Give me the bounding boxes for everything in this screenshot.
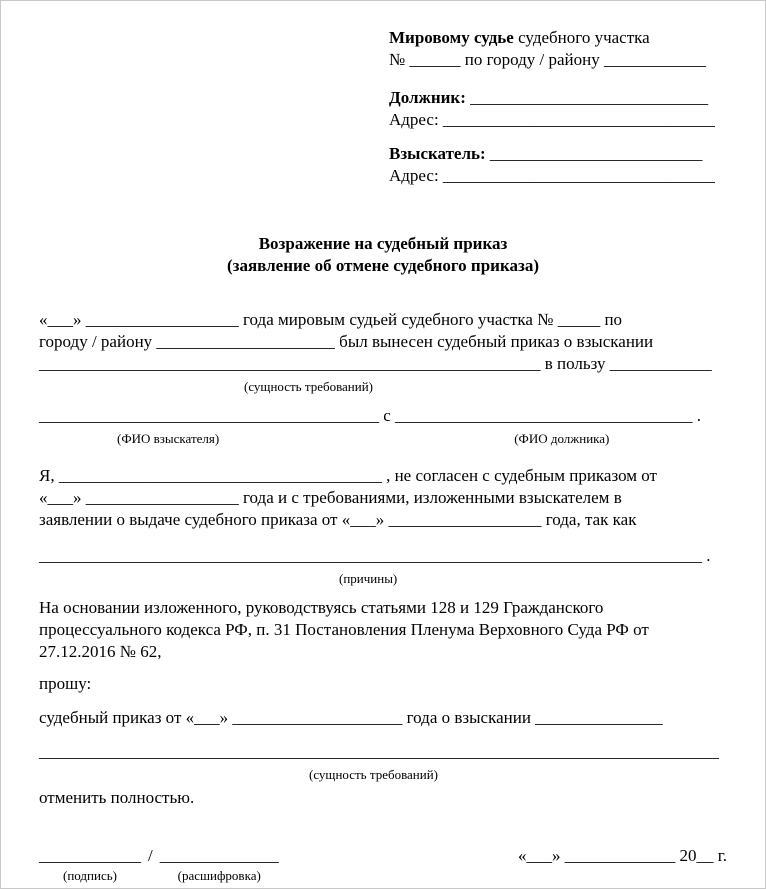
document-title xyxy=(39,233,727,277)
caption-essence-of-claims: (сущность требований) xyxy=(244,379,374,394)
objection-line-1: Я, ______________________________________ , не согласен с судебным приказом от xyxy=(39,466,657,485)
spacer xyxy=(389,71,727,87)
title-line-2: (заявление об отмене судебного приказа) xyxy=(226,256,540,275)
caption-debtor-name: (ФИО должника) xyxy=(514,431,610,446)
caption-row xyxy=(39,375,727,397)
caption-signature: (подпись) xyxy=(63,868,117,883)
debtor-blank: ____________________________ xyxy=(465,88,709,107)
debtor-address-line: Адрес: ________________________________ xyxy=(389,110,715,129)
recipient-rest: судебного участка xyxy=(513,28,650,47)
recipient-title: Мировому судье xyxy=(389,28,514,47)
claimant-blank: _________________________ xyxy=(485,144,703,163)
title-line-1: Возражение на судебный приказ xyxy=(258,234,508,253)
signature-blank: ____________ xyxy=(39,846,141,865)
debtor-label: Должник: xyxy=(389,88,466,107)
name-blank: ______________ xyxy=(159,846,279,865)
caption-row xyxy=(39,763,727,785)
legal-line-2: процессуального кодекса РФ, п. 31 Постановления Пленума Верховного Суда РФ от xyxy=(39,620,649,639)
intro-line-3: ___________________________________________________________ в пользу ____________ xyxy=(39,354,712,373)
objection-line-3: заявлении о выдаче судебного приказа от «___» __________________ года, так как xyxy=(39,510,637,529)
debtor-line xyxy=(389,87,727,109)
signature-slash: / xyxy=(148,846,153,865)
objection-line-2: «___» __________________ года и с требованиями, изложенными взыскателем в xyxy=(39,488,622,507)
caption-claimant-name: (ФИО взыскателя) xyxy=(117,431,220,446)
intro-line-2: городу / району _____________________ был вынесен судебный приказ о взыскании xyxy=(39,332,654,351)
legal-line-1: На основании изложенного, руководствуясь статьями 128 и 129 Гражданского xyxy=(39,598,604,617)
signature-column xyxy=(39,845,141,884)
reasons-fill-line: ______________________________________________________________________________ . xyxy=(39,546,711,565)
claimant-line xyxy=(389,143,727,165)
signature-block xyxy=(39,845,727,884)
intro-paragraph xyxy=(39,309,727,449)
caption-essence-of-claims: (сущность требований) xyxy=(309,767,439,782)
caption-reasons: (причины) xyxy=(339,571,398,586)
legal-line-3: 27.12.2016 № 62, xyxy=(39,642,162,661)
recipient-line xyxy=(389,27,727,49)
caption-row xyxy=(39,427,727,449)
request-word: прошу: xyxy=(39,674,92,693)
claimant-address-line: Адрес: ________________________________ xyxy=(389,166,715,185)
court-number-line: № ______ по городу / району ____________ xyxy=(389,50,706,69)
intro-line-1: «___» __________________ года мировым судьей судебного участка № _____ по xyxy=(39,310,623,329)
request-fill-line: ________________________________________________________________________________ xyxy=(39,742,719,761)
request-line: судебный приказ от «___» ____________________ года о взыскании _______________ xyxy=(39,708,663,727)
claimant-label: Взыскатель: xyxy=(389,144,486,163)
objection-paragraph xyxy=(39,465,727,589)
closing-statement: отменить полностью. xyxy=(39,788,195,807)
caption-row xyxy=(39,567,727,589)
request-paragraph xyxy=(39,707,727,809)
court-header-block xyxy=(389,27,727,187)
legal-basis-paragraph xyxy=(39,597,727,663)
parties-fill-line: ________________________________________ с ___________________________________ . xyxy=(39,406,702,425)
spacer xyxy=(389,131,727,143)
name-column xyxy=(160,845,279,884)
caption-name-transcript: (расшифровка) xyxy=(177,868,261,883)
date-line: «___» _____________ 20__ г. xyxy=(517,846,727,865)
